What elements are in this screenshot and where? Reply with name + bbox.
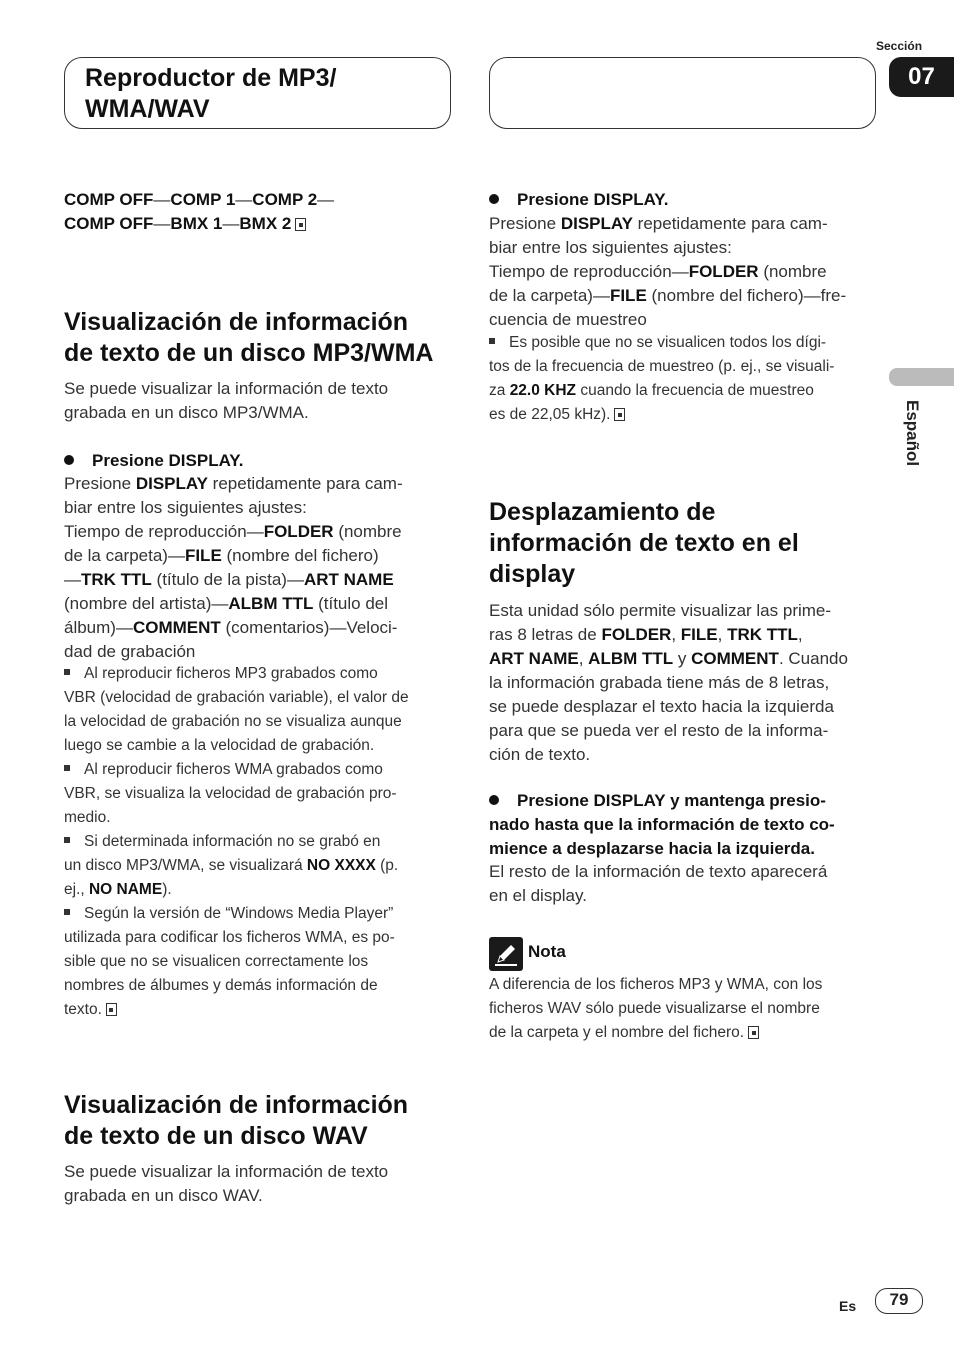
comp-list <box>64 188 454 236</box>
square-bullet-icon <box>64 909 70 915</box>
language-label: Español <box>903 400 922 467</box>
square-bullet-icon <box>64 765 70 771</box>
comp-item: COMP OFF <box>64 190 154 209</box>
end-mark-icon <box>295 218 306 231</box>
heading-line: Visualización de información <box>64 308 409 336</box>
separator: — <box>222 214 240 233</box>
step-text: Presione DISPLAY. <box>92 451 244 470</box>
end-mark-icon <box>748 1026 759 1039</box>
wav-step-description: Presione DISPLAY repetidamente para cam- biar entre los siguientes ajustes: Tiempo de reproducción—FOLDER (nombre de la carpeta)—FILE (nombre del fichero)—fre- cuencia de muestreo <box>489 214 847 329</box>
end-mark-icon <box>614 408 625 421</box>
scroll-step: Presione DISPLAY y mantenga presio- nado hasta que la información de texto co- mience a desplazarse hacia la izquierda. <box>489 791 835 858</box>
scroll-section-heading: Desplazamiento de información de texto en el display <box>489 498 799 588</box>
note-item: Al reproducir ficheros MP3 grabados como <box>64 662 456 686</box>
square-bullet-icon <box>64 669 70 675</box>
note-text: A diferencia de los ficheros MP3 y WMA, con los ficheros WAV sólo puede visualizarse el nombre de la carpeta y el nombre del fichero. <box>489 976 823 1041</box>
intro-line: Se puede visualizar la información de texto <box>64 379 389 398</box>
separator: — <box>317 190 335 209</box>
note-item: Si determinada información no se grabó en <box>64 830 456 854</box>
bullet-icon <box>489 194 499 204</box>
comp-item: COMP 2 <box>252 190 318 209</box>
footer-lang-code: Es <box>839 1298 857 1314</box>
intro-line: grabada en un disco MP3/WMA. <box>64 403 309 422</box>
note-label: Nota <box>528 942 566 961</box>
comp-item: COMP OFF <box>64 214 154 233</box>
seccion-label: Sección <box>876 39 923 53</box>
header-title-box <box>64 57 451 129</box>
comp-item: COMP 1 <box>170 190 236 209</box>
section-number-tab: 07 <box>889 57 954 97</box>
page-number: 79 <box>875 1288 923 1314</box>
language-bar <box>889 368 954 386</box>
note-pencil-icon <box>489 937 523 971</box>
scroll-after-step: El resto de la información de texto aparecerá en el display. <box>489 862 828 905</box>
note-item: Según la versión de “Windows Media Player” <box>64 902 456 926</box>
header-empty-box <box>489 57 876 129</box>
mp3-notes: Al reproducir ficheros MP3 grabados como VBR (velocidad de grabación variable), el valor de la velocidad de grabación no se visualiza aunque luego se cambie a la velocidad de grabación. Al reproducir ficheros WMA grabados como VBR, se visualiza la velocidad de grabación pro- medio. Si determinada información no se grabó en un disco MP3/WMA, se visualizará NO XXXX (p. ej., NO NAME). Según la versión de “Windows Media Player” utilizada para codificar los ficheros WMA, es po- sible que no se visualicen correctamente los nombres de álbumes y demás información de texto. <box>64 662 456 1022</box>
comp-item: BMX 2 <box>239 214 292 233</box>
wav-section-intro: Se puede visualizar la información de texto grabada en un disco WAV. <box>64 1162 389 1205</box>
scroll-section-paragraph: Esta unidad sólo permite visualizar las prime- ras 8 letras de FOLDER, FILE, TRK TTL, ART NAME, ALBM TTL y COMMENT. Cuando la información grabada tiene más de 8 letras, se puede desplazar el texto hacia la izquierda para que se pueda ver el resto de la informa- ción de texto. <box>489 601 848 764</box>
comp-item: BMX 1 <box>170 214 223 233</box>
bullet-icon <box>489 795 499 805</box>
separator: — <box>235 190 253 209</box>
wav-note: Es posible que no se visualicen todos los dígi- tos de la frecuencia de muestreo (p. ej., se visuali- za 22.0 KHZ cuando la frecuencia de muestreo es de 22,05 kHz). <box>489 334 835 423</box>
end-mark-icon <box>106 1003 117 1016</box>
separator: — <box>153 214 171 233</box>
wav-step: Presione DISPLAY. <box>489 188 669 212</box>
mp3-section-heading <box>64 307 464 369</box>
square-bullet-icon <box>489 338 495 344</box>
separator: — <box>153 190 171 209</box>
square-bullet-icon <box>64 837 70 843</box>
heading-line: de texto de un disco MP3/WMA <box>64 339 434 367</box>
note-item: Al reproducir ficheros WMA grabados como <box>64 758 456 782</box>
bullet-icon <box>64 455 74 465</box>
mp3-section-intro <box>64 377 454 425</box>
mp3-step <box>64 449 244 473</box>
header-title-line1: Reproductor de MP3/ <box>85 64 337 92</box>
wav-section-heading: Visualización de información de texto de un disco WAV <box>64 1091 409 1150</box>
mp3-step-description: Presione DISPLAY repetidamente para cam- biar entre los siguientes ajustes: Tiempo de reproducción—FOLDER (nombre de la carpeta)—FILE (nombre del fichero) —TRK TTL (título de la pista)—ART NAME (nombre del artista)—ALBM TTL (título del álbum)—COMMENT (comentarios)—Veloci- dad de grabación <box>64 474 403 661</box>
header-title-line2: WMA/WAV <box>85 95 210 123</box>
